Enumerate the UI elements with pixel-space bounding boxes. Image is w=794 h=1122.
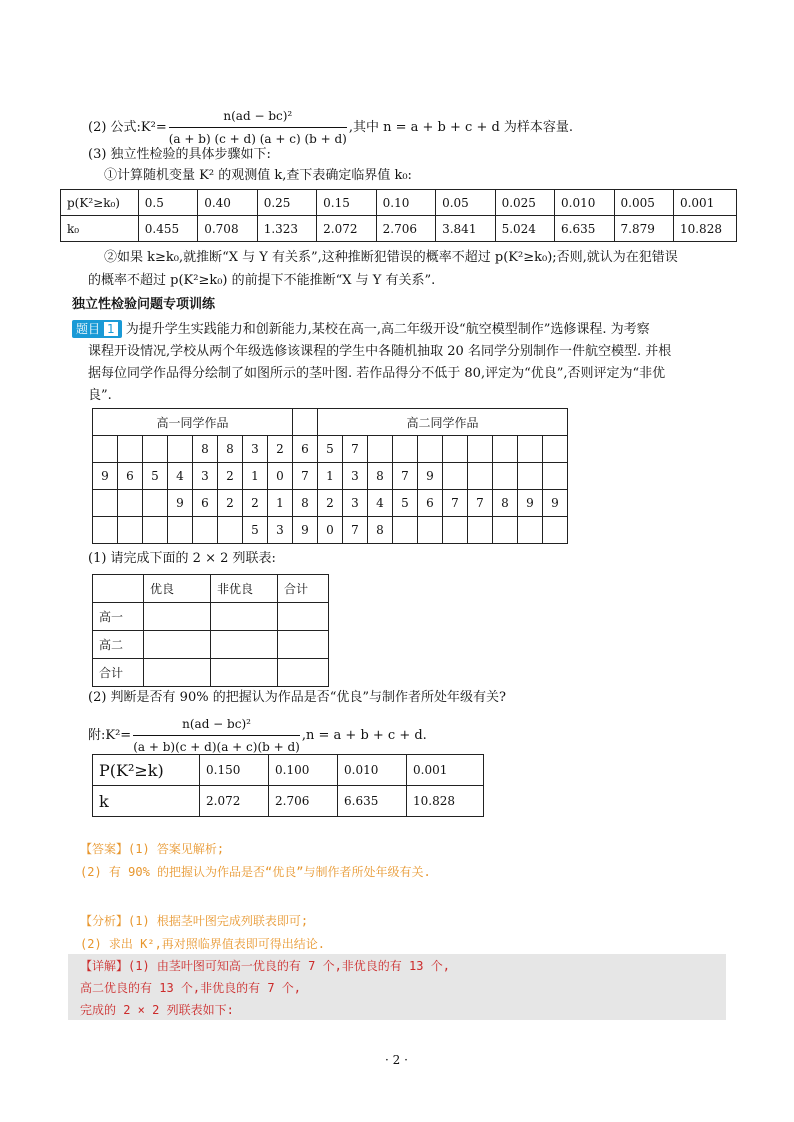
header-cell: 非优良 [211,575,278,603]
leaf-cell [468,463,493,490]
leaf-cell: 8 [493,490,518,517]
problem-text: 为提升学生实践能力和创新能力,某校在高一,高二年级开设“航空模型制作”选修课程. 为考察 [125,322,650,337]
leaf-cell: 5 [318,436,343,463]
fraction-denominator: (a + b)(c + d)(a + c)(b + d) [133,740,300,754]
leaf-cell [418,517,443,544]
detail-line1: 【详解】(1) 由茎叶图可知高一优良的有 7 个,非优良的有 13 个, [80,959,450,973]
contingency-table [92,574,329,687]
table-row [93,755,484,786]
table-cell: k [93,786,200,817]
stem-header [293,409,318,436]
table-cell: p(K²≥k₀) [61,190,139,216]
empty-cell [211,631,278,659]
table-row [93,409,568,436]
leaf-cell: 1 [318,463,343,490]
formula-prefix: (2) 公式:K²= [88,120,167,135]
leaf-cell: 9 [418,463,443,490]
leaf-cell: 2 [243,490,268,517]
appendix-formula [88,714,427,757]
table-cell: 0.001 [673,190,736,216]
stem-cell: 9 [293,517,318,544]
leaf-cell [393,436,418,463]
table-row [93,631,329,659]
table-row [93,786,484,817]
table-row [93,490,568,517]
leaf-cell [518,517,543,544]
table-cell: 0.010 [555,190,614,216]
steps-heading: (3) 独立性检验的具体步骤如下: [88,147,271,162]
leaf-cell [468,436,493,463]
leaf-cell: 8 [368,463,393,490]
problem-line2: 课程开设情况,学校从两个年级选修该课程的学生中各随机抽取 20 名同学分别制作一件航空模型. 并根 [88,344,672,359]
table-row [61,190,737,216]
problem-tag-label: 题目 [76,322,101,336]
stem-cell: 7 [293,463,318,490]
appendix-fraction [133,714,300,757]
stem-cell: 6 [293,436,318,463]
table-cell: 0.40 [198,190,257,216]
leaf-cell [143,436,168,463]
table-cell: 10.828 [673,216,736,242]
leaf-cell: 7 [393,463,418,490]
fraction-numerator: n(ad − bc)² [133,714,300,736]
table-cell: 2.706 [376,216,435,242]
leaf-cell [143,490,168,517]
problem-line3: 据每位同学作品得分绘制了如图所示的茎叶图. 若作品得分不低于 80,评定为“优良”,否则评定为“非优 [88,366,666,381]
detail-line2: 高二优良的有 13 个,非优良的有 7 个, [80,981,302,995]
leaf-cell [93,517,118,544]
table-cell: 10.828 [407,786,484,817]
table-cell: 0.010 [338,755,407,786]
leaf-cell: 8 [368,517,393,544]
leaf-cell: 2 [318,490,343,517]
empty-cell [278,603,329,631]
analysis-line2: (2) 求出 K²,再对照临界值表即可得出结论. [80,937,326,951]
table-cell: 1.323 [257,216,316,242]
leaf-cell: 8 [193,436,218,463]
leaf-cell [418,436,443,463]
table-row [93,517,568,544]
fraction-numerator: n(ad − bc)² [169,106,347,128]
formula-suffix: ,其中 n = a + b + c + d 为样本容量. [348,120,574,135]
row-label: 高二 [93,631,144,659]
table-cell: 0.025 [495,190,554,216]
leaf-cell [218,517,243,544]
table-cell: 2.072 [317,216,376,242]
leaf-cell: 9 [168,490,193,517]
table-cell: 0.25 [257,190,316,216]
fraction-denominator: (a + b) (c + d) (a + c) (b + d) [168,132,347,146]
leaf-cell: 7 [343,517,368,544]
stem-leaf-table [92,408,568,544]
problem-number: 1 [104,322,118,336]
empty-cell [144,603,211,631]
table-cell: 0.001 [407,755,484,786]
leaf-cell: 7 [343,436,368,463]
leaf-cell [443,436,468,463]
leaf-cell [168,517,193,544]
leaf-cell: 9 [543,490,568,517]
question2: (2) 判断是否有 90% 的把握认为作品是否“优良”与制作者所处年级有关? [88,690,506,705]
leaf-cell [168,436,193,463]
leaf-cell [368,436,393,463]
table-cell: 0.15 [317,190,376,216]
table-cell: 0.10 [376,190,435,216]
leaf-cell [543,517,568,544]
problem-line1 [72,320,650,340]
leaf-cell: 4 [168,463,193,490]
answer-line2: (2) 有 90% 的把握认为作品是否“优良”与制作者所处年级有关. [80,865,431,879]
leaf-cell: 4 [368,490,393,517]
table-cell: 6.635 [338,786,407,817]
table-row [93,603,329,631]
problem-tag [72,320,122,338]
table-cell: 7.879 [614,216,673,242]
leaf-cell: 6 [193,490,218,517]
leaf-cell: 6 [418,490,443,517]
empty-cell [211,603,278,631]
leaf-cell [443,463,468,490]
leaf-cell [518,463,543,490]
header-cell [93,575,144,603]
table-cell: 5.024 [495,216,554,242]
leaf-cell: 8 [218,436,243,463]
table-cell: 0.100 [269,755,338,786]
table-cell: 2.706 [269,786,338,817]
table-row [93,436,568,463]
appendix-suffix: ,n = a + b + c + d. [301,728,427,743]
leaf-cell: 6 [118,463,143,490]
empty-cell [144,659,211,687]
leaf-cell: 5 [243,517,268,544]
leaf-cell [493,436,518,463]
analysis-line1: 【分析】(1) 根据茎叶图完成列联表即可; [80,914,309,928]
table-cell: 0.150 [200,755,269,786]
row-label: 合计 [93,659,144,687]
leaf-cell: 3 [343,463,368,490]
table-cell: 0.5 [138,190,197,216]
leaf-cell: 2 [218,463,243,490]
problem-line4: 良”. [88,388,112,403]
leaf-cell [543,436,568,463]
left-header: 高一同学作品 [93,409,293,436]
leaf-cell: 7 [443,490,468,517]
leaf-cell: 7 [468,490,493,517]
table-row [93,659,329,687]
leaf-cell [193,517,218,544]
empty-cell [278,631,329,659]
table-cell: 0.005 [614,190,673,216]
critical-value-table [60,189,737,242]
leaf-cell [493,517,518,544]
table-row [61,216,737,242]
empty-cell [211,659,278,687]
leaf-cell [143,517,168,544]
leaf-cell: 5 [393,490,418,517]
table-cell: 3.841 [436,216,495,242]
table-cell: 2.072 [200,786,269,817]
leaf-cell: 3 [268,517,293,544]
leaf-cell [93,436,118,463]
leaf-cell: 9 [93,463,118,490]
header-cell: 合计 [278,575,329,603]
step2-line1: ②如果 k≥k₀,就推断“X 与 Y 有关系”,这种推断犯错误的概率不超过 p(K²≥k₀);否则,就认为在犯错误 [104,250,678,265]
leaf-cell: 1 [243,463,268,490]
answer-line1: 【答案】(1) 答案见解析; [80,842,225,856]
leaf-cell [543,463,568,490]
stem-cell: 8 [293,490,318,517]
table-cell: 0.708 [198,216,257,242]
section-title: 独立性检验问题专项训练 [72,297,216,312]
formula-line [88,106,573,149]
step2-line2: 的概率不超过 p(K²≥k₀) 的前提下不能推断“X 与 Y 有关系”. [88,273,436,288]
leaf-cell [518,436,543,463]
table-cell: P(K²≥k) [93,755,200,786]
leaf-cell [468,517,493,544]
table-cell: 0.455 [138,216,197,242]
leaf-cell [118,517,143,544]
leaf-cell: 2 [268,436,293,463]
right-header: 高二同学作品 [318,409,568,436]
leaf-cell [493,463,518,490]
chi-square-fraction [169,106,347,149]
page-number: · 2 · [385,1053,408,1067]
table-row [93,463,568,490]
header-cell: 优良 [144,575,211,603]
table-row [93,575,329,603]
empty-cell [278,659,329,687]
row-label: 高一 [93,603,144,631]
appendix-prefix: 附:K²= [88,728,132,743]
leaf-cell: 5 [143,463,168,490]
leaf-cell [118,436,143,463]
question1: (1) 请完成下面的 2 × 2 列联表: [88,551,276,566]
leaf-cell: 1 [268,490,293,517]
leaf-cell: 0 [318,517,343,544]
step1-text: ①计算随机变量 K² 的观测值 k,查下表确定临界值 k₀: [104,168,412,183]
leaf-cell: 3 [343,490,368,517]
leaf-cell [118,490,143,517]
table-cell: 0.05 [436,190,495,216]
leaf-cell: 2 [218,490,243,517]
leaf-cell: 3 [193,463,218,490]
empty-cell [144,631,211,659]
leaf-cell [443,517,468,544]
leaf-cell: 3 [243,436,268,463]
critical-value-table-2 [92,754,484,817]
table-cell: 6.635 [555,216,614,242]
table-cell: k₀ [61,216,139,242]
leaf-cell [93,490,118,517]
leaf-cell: 0 [268,463,293,490]
leaf-cell: 9 [518,490,543,517]
detail-line3: 完成的 2 × 2 列联表如下: [80,1003,234,1017]
leaf-cell [393,517,418,544]
